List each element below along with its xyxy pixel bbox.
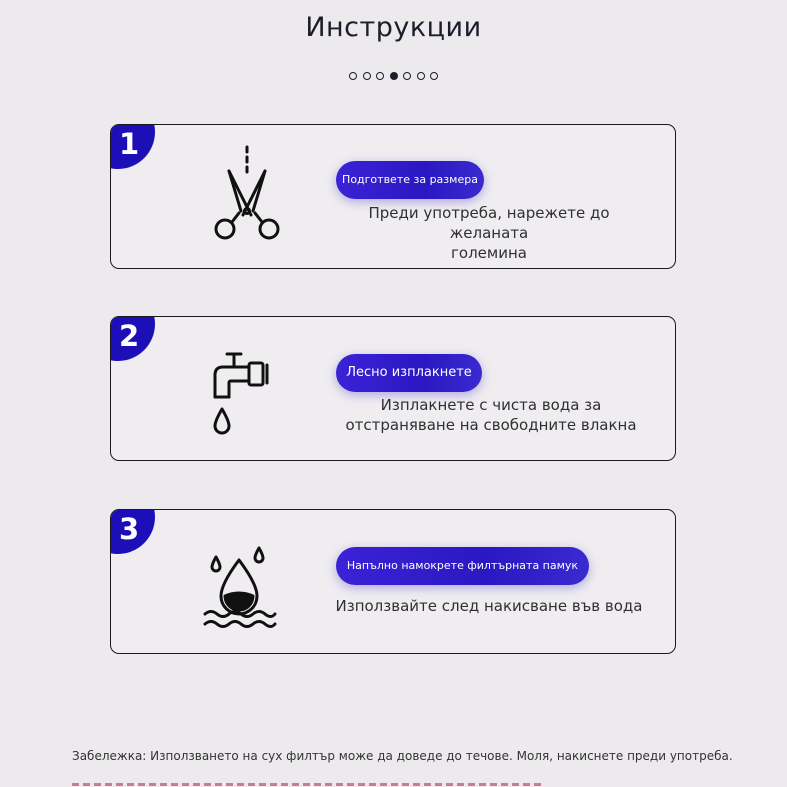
cut-off-text xyxy=(72,779,542,787)
pagination-dot[interactable] xyxy=(376,72,384,80)
description-line: големина xyxy=(451,244,527,262)
description-line: отстраняване на свободните влакна xyxy=(345,416,637,434)
footer-note: Забележка: Използването на сух филтър може да доведе до течове. Моля, накиснете преди употреба. xyxy=(72,749,733,763)
pagination-dot[interactable] xyxy=(363,72,371,80)
pagination-dots xyxy=(0,72,787,80)
pagination-dot-active[interactable] xyxy=(390,72,398,80)
pagination-dot[interactable] xyxy=(430,72,438,80)
water-drop-icon xyxy=(201,546,281,630)
faucet-icon xyxy=(207,347,277,437)
pagination-dot[interactable] xyxy=(417,72,425,80)
step-card-3 xyxy=(110,509,676,654)
step-title-pill: Подгответе за размера xyxy=(336,161,484,199)
step-description xyxy=(321,395,661,435)
step-title-pill: Напълно намокрете филтърната памук xyxy=(336,547,589,585)
step-description xyxy=(329,596,649,616)
page-title: Инструкции xyxy=(305,12,482,43)
pagination-dot[interactable] xyxy=(403,72,411,80)
step-description xyxy=(329,203,649,263)
description-line: Изплакнете с чиста вода за xyxy=(380,396,602,414)
step-title-pill: Лесно изплакнете xyxy=(336,354,482,392)
description-line: Използвайте след накисване във вода xyxy=(335,597,643,615)
step-number: 3 xyxy=(119,512,140,546)
step-number: 2 xyxy=(119,319,140,353)
scissors-icon xyxy=(207,145,287,245)
step-card-2 xyxy=(110,316,676,461)
step-card-1 xyxy=(110,124,676,269)
pagination-dot[interactable] xyxy=(349,72,357,80)
step-number: 1 xyxy=(119,127,140,161)
description-line: Преди употреба, нарежете до желаната xyxy=(368,204,610,242)
